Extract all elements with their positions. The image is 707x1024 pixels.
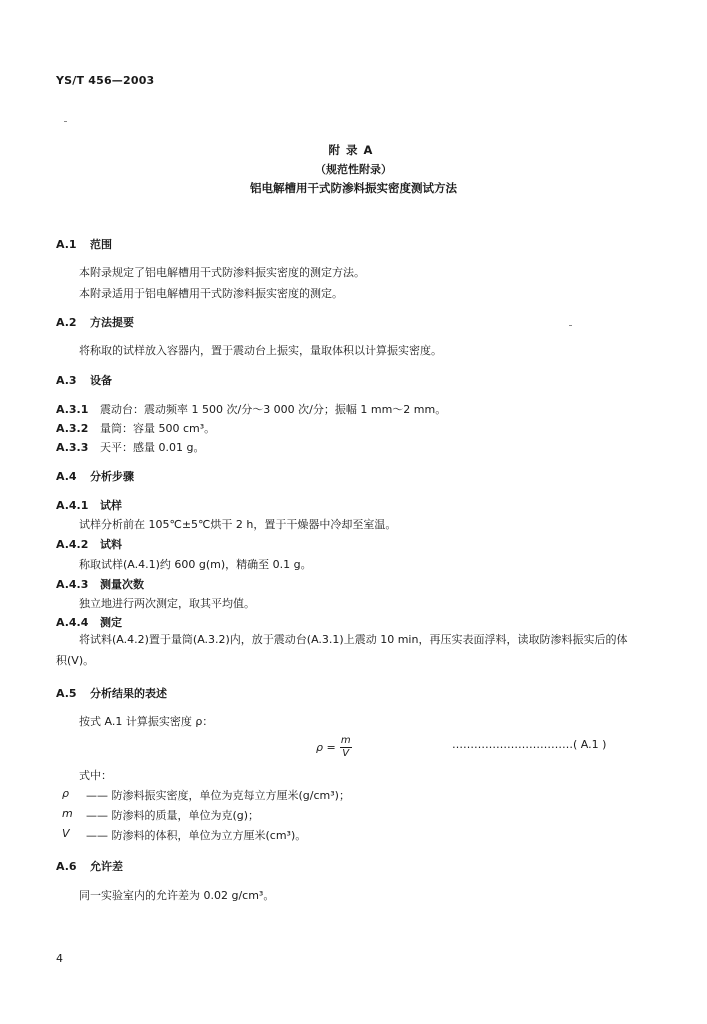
page-number: 4: [56, 952, 63, 965]
item-number: A.4.2: [56, 538, 89, 551]
density-formula: [316, 735, 352, 760]
section-a6-text: 同一实验室内的允许差为 0.02 g/cm³。: [79, 889, 275, 902]
section-number: A.5: [56, 687, 77, 700]
subsection-a44-heading: [56, 614, 122, 630]
section-a3-item-3: [56, 439, 204, 455]
section-a6-heading: [56, 858, 123, 874]
subsection-a42-text: 称取试样(A.4.1)约 600 g(m)，精确至 0.1 g。: [79, 558, 312, 571]
standard-code: YS/T 456—2003: [56, 74, 155, 87]
section-number: A.3: [56, 374, 77, 387]
section-a1-line-1: 本附录规定了铝电解槽用干式防渗料振实密度的测定方法。: [79, 266, 365, 279]
formula-fraction: [340, 735, 352, 760]
item-number: A.3.2: [56, 422, 89, 435]
formula-denominator: V: [342, 748, 350, 759]
section-number: A.2: [56, 316, 77, 329]
section-title: 允许差: [90, 860, 123, 873]
formula-numerator: m: [340, 735, 351, 746]
section-a4-heading: [56, 468, 134, 484]
section-a1-heading: [56, 236, 112, 252]
item-number: A.4.4: [56, 616, 89, 629]
section-number: A.1: [56, 238, 77, 251]
equation-label: [452, 738, 606, 751]
subsection-a42-heading: [56, 536, 122, 552]
section-title: 方法提要: [90, 316, 134, 329]
item-number: A.4.3: [56, 578, 89, 591]
item-text: 量筒：容量 500 cm³。: [100, 422, 216, 435]
item-title: 测定: [100, 616, 122, 629]
section-a3-item-1: [56, 401, 446, 417]
appendix-title: 附录A: [328, 143, 379, 157]
section-a2-text: 将称取的试样放入容器内，置于震动台上振实，量取体积以计算振实密度。: [79, 344, 442, 357]
var-desc-m: —— 防渗料的质量，单位为克(g)；: [86, 809, 260, 822]
equation-leader: ……………………………: [452, 738, 573, 751]
section-a1-line-2: 本附录适用于铝电解槽用干式防渗料振实密度的测定。: [79, 287, 343, 300]
subsection-a44-text: 将试料(A.4.2)置于量筒(A.3.2)内，放于震动台(A.3.1)上震动 10 min，再压实表面浮料，读取防渗料振实后的体积(V)。: [56, 633, 628, 667]
item-number: A.4.1: [56, 499, 89, 512]
section-a3-item-2: [56, 420, 215, 436]
section-a5-intro: 按式 A.1 计算振实密度 ρ：: [79, 715, 214, 728]
section-title: 分析步骤: [90, 470, 134, 483]
item-number: A.3.1: [56, 403, 89, 416]
subsection-a43-heading: [56, 576, 144, 592]
section-a3-heading: [56, 372, 112, 388]
section-number: A.4: [56, 470, 77, 483]
var-symbol-v: V: [62, 827, 70, 840]
scan-speck: [569, 325, 572, 326]
formula-lhs: ρ =: [316, 741, 336, 754]
subsection-a41-heading: [56, 497, 122, 513]
section-a5-heading: [56, 685, 167, 701]
subsection-a43-text: 独立地进行两次测定，取其平均值。: [79, 597, 255, 610]
item-text: 震动台：震动频率 1 500 次/分～3 000 次/分；振幅 1 mm～2 mm。: [100, 403, 447, 416]
item-title: 试料: [100, 538, 122, 551]
var-desc-v: —— 防渗料的体积，单位为立方厘米(cm³)。: [86, 829, 307, 842]
section-title: 分析结果的表述: [90, 687, 167, 700]
item-number: A.3.3: [56, 441, 89, 454]
item-text: 天平：感量 0.01 g。: [100, 441, 205, 454]
equation-number: ( A.1 ): [573, 738, 607, 751]
var-symbol-rho: ρ: [62, 787, 69, 800]
item-title: 试样: [100, 499, 122, 512]
section-title: 范围: [90, 238, 112, 251]
var-symbol-m: m: [62, 807, 73, 820]
subsection-a41-text: 试样分析前在 105℃±5℃烘干 2 h，置于干燥器中冷却至室温。: [79, 518, 397, 531]
where-label: 式中：: [79, 769, 112, 782]
item-title: 测量次数: [100, 578, 144, 591]
section-title: 设备: [90, 374, 112, 387]
var-desc-rho: —— 防渗料振实密度，单位为克每立方厘米(g/cm³)；: [86, 789, 350, 802]
section-a2-heading: [56, 314, 134, 330]
appendix-type: （规范性附录）: [315, 163, 392, 176]
section-number: A.6: [56, 860, 77, 873]
scan-speck: [64, 121, 67, 122]
appendix-name: 铝电解槽用干式防渗料振实密度测试方法: [250, 181, 457, 195]
